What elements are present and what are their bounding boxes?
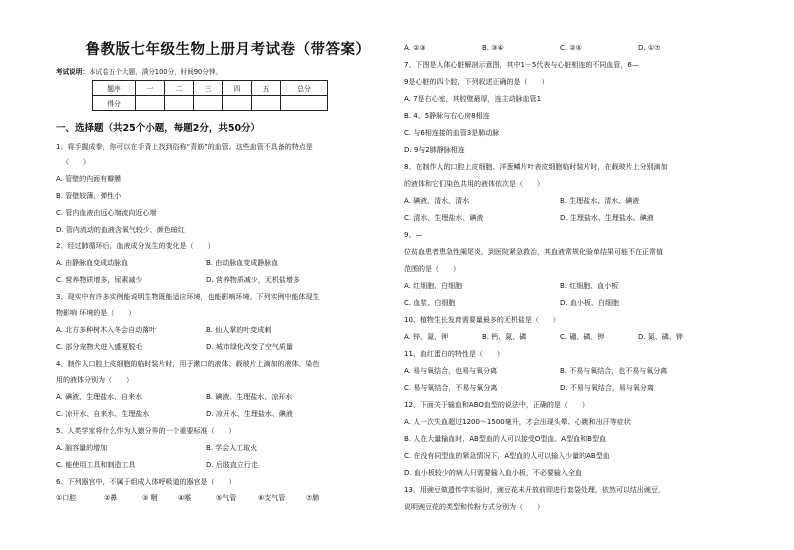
score-header-cell: 三 (194, 81, 223, 96)
organ-item: ⑦肺 (306, 494, 320, 502)
score-cell[interactable] (223, 96, 252, 111)
option-line: D. ①⑦ (638, 44, 661, 52)
option-line: D. 凉开水、生理盐水、碘液 (206, 410, 293, 418)
option-line: C. 在没有同型血的紧急情况下，A型血的人可以输入少量的AB型血 (404, 452, 610, 460)
option-line: D. 不易与氧结合，易与氧分离 (560, 384, 654, 392)
option-line: A. ②③ (404, 44, 426, 52)
question-4-stem-cont: 用的液体分别为（ ） (56, 376, 133, 384)
score-cell[interactable] (165, 96, 194, 111)
option-line: C. 与6相连接的血管3是肺动脉 (404, 129, 500, 137)
option-line: D. 血小板较少的病人只需要输入血小板，不必要输入全血 (404, 469, 582, 477)
option-line: D. 城市绿化改变了空气质量 (206, 343, 293, 351)
question-13-stem: 13、用豌豆做遗传学实验时，豌豆花未开放前即进行套袋处理，依然可以结出豌豆， (404, 486, 665, 494)
option-line: A. 北方多种树木入冬会自动落叶 (56, 326, 157, 334)
question-4-stem: 4、制作人口腔上皮细胞的临时装片时，用于漱口的液体、载玻片上滴加的液体、染色 (56, 360, 320, 368)
option-line: C. 清水、生理盐水、碘液 (404, 214, 484, 222)
section-heading: 一、选择题（共25个小题，每题2分，共50分） (56, 123, 261, 134)
question-8-stem-cont: 的液体和它们染色共用的液体依次是（ ） (404, 180, 544, 188)
score-header-cell: 题序 (93, 81, 136, 96)
question-1-stem: 1、将手握成拳，你可以在手背上找到俗称“青筋”的血管。这些血管不具备的特点是 (56, 143, 313, 151)
exam-title: 鲁教版七年级生物上册月考试卷（带答案） (85, 42, 371, 58)
option-line: A. 碘液、清水、清水 (404, 197, 470, 205)
score-cell[interactable] (252, 96, 281, 111)
option-line: A. 由静脉血变成动脉血 (56, 259, 129, 267)
option-line: B. 人在大量输血时，AB型血的人可以接受O型血、A型血和B型血 (404, 435, 606, 443)
option-line: B. 学会人工取火 (206, 444, 258, 452)
option-line: B. 由动脉血变成静脉血 (206, 259, 279, 267)
question-3-stem-cont: 物影响 环境的是（ ） (56, 309, 136, 317)
score-header-cell: 总分 (281, 81, 328, 96)
option-line: C. 部分宠物犬进入盛夏脱毛 (56, 343, 143, 351)
option-line: B. 红细胞、血小板 (560, 282, 619, 290)
option-line: D. 后肢直立行走 (206, 461, 258, 469)
option-line: D. 营养物质减少，无机盐增多 (206, 276, 300, 284)
option-line: C. 能使用工具和制造工具 (56, 461, 136, 469)
score-table (92, 80, 328, 111)
organ-item: ④喉 (178, 494, 192, 502)
option-line: A. 红细胞、白细胞 (404, 282, 463, 290)
question-1-blank: （ ） (62, 158, 90, 166)
option-line: D. 生理盐水、生理盐水、碘液 (560, 214, 654, 222)
option-line: D. 9与2肺静脉相连 (404, 146, 465, 154)
score-header-cell: 五 (252, 81, 281, 96)
question-7-stem: 7、下图是人体心脏解剖示意图，其中1－5代表与心脏相连的不同血管，6— (404, 61, 639, 69)
option-line: B. 仙人掌的叶变成刺 (206, 326, 272, 334)
question-10-stem: 10、植物生长发育需要量最多的无机盐是（ ） (404, 316, 560, 324)
option-line: A. 管壁的内面有瓣膜 (56, 175, 122, 183)
score-table-header-row (93, 81, 328, 96)
option-line: B. 4、5静脉与右心房8相连 (404, 112, 490, 120)
option-line: B. 钙、氮、磷 (482, 333, 527, 341)
option-line: D. 氮、磷、钾 (638, 333, 683, 341)
score-table-score-row (93, 96, 328, 111)
question-3-stem: 3、现实中有许多实例能说明生物既能适应环境，也能影响环境。下列实例中能体现生 (56, 293, 320, 301)
option-line: B. ③④ (482, 44, 504, 52)
option-line: A. 锌、氮、钾 (404, 333, 449, 341)
option-line: A. 人一次失血超过1200～1500毫升，才会出现头晕、心跳和出汗等症状 (404, 418, 631, 426)
question-13-stem-cont: 说明豌豆花的类型和传粉方式分别为（ ） (404, 503, 544, 511)
option-line: B. 不易与氧结合，也不易与氧分离 (560, 367, 668, 375)
option-line: A. 易与氧结合，也易与氧分离 (404, 367, 498, 375)
score-header-cell: 二 (165, 81, 194, 96)
organ-item: ⑤气管 (216, 494, 237, 502)
option-line: B. 管壁较薄、弹性小 (56, 192, 122, 200)
question-6-stem: 6、下列器官中，不属于组成人体呼吸道的器官是（ ） (56, 478, 236, 486)
organ-item: ③ 咽 (142, 494, 158, 502)
option-line: B. 碘液、生理盐水、凉开水 (206, 393, 293, 401)
option-line: C. 血浆、白细胞 (404, 299, 456, 307)
score-row-label: 得分 (93, 96, 136, 111)
question-7-stem-cont: 9是心脏的四个腔，下列叙述正确的是（ ） (404, 78, 549, 86)
score-cell[interactable] (194, 96, 223, 111)
organ-item: ①口腔 (56, 494, 77, 502)
option-line: C. 管内血液由远心端流向近心端 (56, 209, 157, 217)
question-5-stem: 5、人类学家将什么作为人猿分界的一个重要标准（ ） (56, 427, 236, 435)
organ-item: ②鼻 (104, 494, 118, 502)
question-11-stem: 11、血红蛋白的特性是（ ） (404, 350, 504, 358)
option-line: A. 脑容量的增加 (56, 444, 108, 452)
option-line: C. 凉开水、自来水、生理盐水 (56, 410, 150, 418)
organ-item: ⑥支气管 (258, 494, 286, 502)
score-header-cell: 四 (223, 81, 252, 96)
option-line: D. 血小板、白细胞 (560, 299, 619, 307)
exam-note (56, 66, 222, 76)
option-line: C. ②⑤ (560, 44, 582, 52)
option-line: C. 易与氧结合，不易与氧分离 (404, 384, 498, 392)
exam-note-text: 本试卷五个大题，满分100分，时间90分钟。 (88, 68, 223, 76)
question-8-stem: 8、在制作人的口腔上皮细胞、洋葱鳞片叶表皮细胞临时装片时，在载玻片上分别滴加 (404, 163, 668, 171)
option-line: C. 营养物质增多，尿素减少 (56, 276, 143, 284)
option-line: B. 生理盐水、清水、碘液 (560, 197, 640, 205)
option-line: A. 7是右心室，其腔壁最厚，连主动脉血管1 (404, 95, 542, 103)
question-9-number: 9、— (404, 231, 423, 239)
option-line: A. 碘液、生理盐水、自来水 (56, 393, 143, 401)
option-line: D. 管内流动的血液含氧气较少、颜色暗红 (56, 226, 185, 234)
question-9-stem: 位贫血患者患急性阑尾炎，到医院紧急救治，其血液常规化验单结果可能不在正常值 (404, 248, 663, 256)
question-12-stem: 12、下面关于输血和ABO血型的说法中，正确的是（ ） (404, 401, 589, 409)
question-2-stem: 2、经过肺循环后，血液成分发生的变化是（ ） (56, 242, 215, 250)
score-header-cell: 一 (136, 81, 165, 96)
option-line: C. 硼、磷、钾 (560, 333, 605, 341)
question-9-stem-cont: 范围的是（ ） (404, 265, 460, 273)
exam-note-label: 考试说明： (56, 68, 89, 76)
score-cell[interactable] (281, 96, 328, 111)
score-cell[interactable] (136, 96, 165, 111)
